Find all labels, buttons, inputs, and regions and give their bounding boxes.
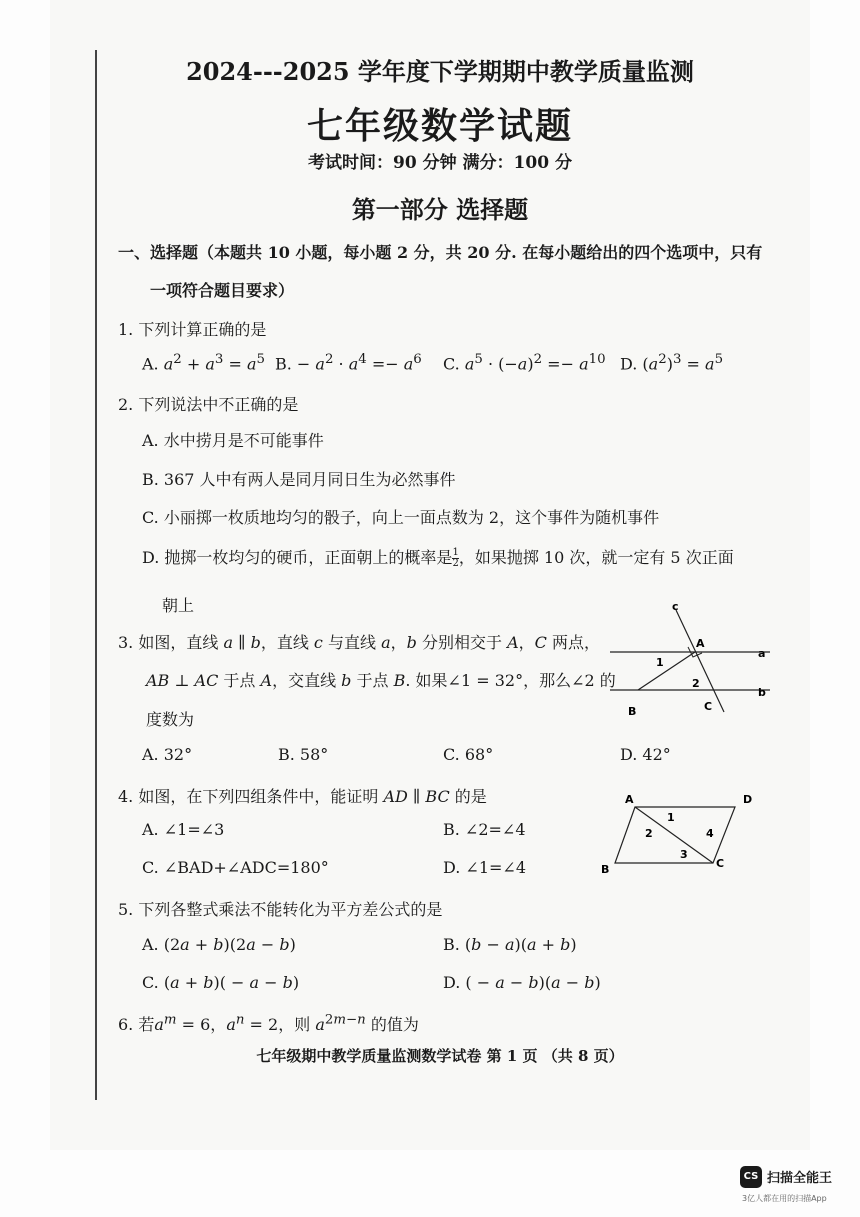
q3-stem-1: 3. 如图，直线 a ∥ b，直线 c 与直线 a，b 分别相交于 A，C 两点， [118, 633, 600, 652]
q4-option-a: A. ∠1=∠3 [142, 820, 225, 839]
q4-label-B: B [601, 863, 610, 876]
q3-label-a: a [758, 647, 766, 660]
q5-option-d: D. ( − a − b)(a − b) [443, 973, 601, 992]
q3-stem-3: 度数为 [146, 710, 195, 729]
fraction-one-half: $\frac{1}{2}$ [452, 547, 459, 569]
q3-label-b: b [758, 686, 766, 699]
q4-option-d: D. ∠1=∠4 [443, 858, 527, 877]
q1-option-d: D. $(a^2)^3 = a^5$ [620, 352, 724, 374]
q4-label-D: D [743, 793, 753, 806]
q2-option-d-continued: 朝上 [162, 596, 195, 615]
q4-angle-4: 4 [706, 827, 714, 840]
exam-info: 考试时间：90 分钟 满分：100 分 [308, 153, 572, 173]
q5-option-c: C. (a + b)( − a − b) [142, 973, 300, 992]
q4-stem: 4. 如图，在下列四组条件中，能证明 AD ∥ BC 的是 [118, 787, 487, 806]
binding-margin-line [95, 50, 97, 1100]
q3-option-d: D. 42° [620, 745, 671, 764]
q3-figure [600, 600, 790, 720]
q3-option-a: A. 32° [142, 745, 193, 764]
q2-stem: 2. 下列说法中不正确的是 [118, 395, 299, 414]
q2-option-a: A. 水中捞月是不可能事件 [142, 431, 324, 450]
q5-stem: 5. 下列各整式乘法不能转化为平方差公式的是 [118, 900, 443, 919]
q2-option-b: B. 367 人中有两人是同月同日生为必然事件 [142, 470, 456, 489]
scanner-watermark: 扫描全能王 [767, 1171, 833, 1186]
camscanner-logo-icon: CS [740, 1166, 762, 1188]
q3-stem-2: AB ⊥ AC 于点 A，交直线 b 于点 B. 如果∠1 = 32°，那么∠2 的 [146, 671, 616, 690]
q4-option-b: B. ∠2=∠4 [443, 820, 526, 839]
q1-option-b: B. − $a^2 \cdot a^4 =- a^6$ [275, 352, 422, 374]
q3-option-c: C. 68° [443, 745, 494, 764]
q3-option-b: B. 58° [278, 745, 329, 764]
q4-angle-3: 3 [680, 848, 688, 861]
q5-option-b: B. (b − a)(a + b) [443, 935, 577, 954]
section-instructions-2: 一项符合题目要求） [150, 281, 295, 300]
q1-option-c: C. $a^5 \cdot (-a)^2 =- a^{10}$ [443, 352, 606, 374]
q5-option-a: A. (2a + b)(2a − b) [142, 935, 296, 954]
q3-angle-1: 1 [656, 656, 664, 669]
q6-stem: 6. 若$a^m = 6$，$a^n = 2$，则 $a^{2m-n}$ 的值为 [118, 1012, 419, 1034]
q4-option-c: C. ∠BAD+∠ADC=180° [142, 858, 329, 877]
q4-label-A: A [625, 793, 634, 806]
q3-label-c: c [672, 600, 679, 613]
q1-option-a: A. $a^2 + a^3 = a^5$ [142, 352, 265, 374]
scanner-tagline: 3亿人都在用的扫描App [742, 1194, 827, 1203]
q2-option-c: C. 小丽掷一枚质地均匀的骰子，向上一面点数为 2，这个事件为随机事件 [142, 508, 660, 527]
q4-label-C: C [716, 857, 725, 870]
q3-label-C: C [704, 700, 713, 713]
bleed-through-text [812, 50, 860, 210]
exam-main-title: 七年级数学试题 [306, 105, 573, 147]
q4-figure [595, 785, 785, 880]
part-title: 第一部分 选择题 [351, 195, 529, 224]
q2-option-d: D. 抛掷一枚均匀的硬币，正面朝上的概率是 $\frac{1}{2}$ ，如果抛掷 10 次，就一定有 5 次正面 [142, 547, 734, 569]
page-footer: 七年级期中教学质量监测数学试卷 第 1 页 （共 8 页） [256, 1047, 624, 1065]
q1-stem: 1. 下列计算正确的是 [118, 320, 267, 339]
q3-label-A: A [696, 637, 705, 650]
section-instructions-1: 一、选择题（本题共 10 小题，每小题 2 分，共 20 分. 在每小题给出的四个选项中，只有 [118, 243, 763, 262]
q4-angle-2: 2 [645, 827, 653, 840]
q3-angle-2: 2 [692, 677, 700, 690]
exam-term-title: 2024---2025 学年度下学期期中教学质量监测 [186, 57, 694, 86]
q4-angle-1: 1 [667, 811, 675, 824]
q3-label-B: B [628, 705, 637, 718]
